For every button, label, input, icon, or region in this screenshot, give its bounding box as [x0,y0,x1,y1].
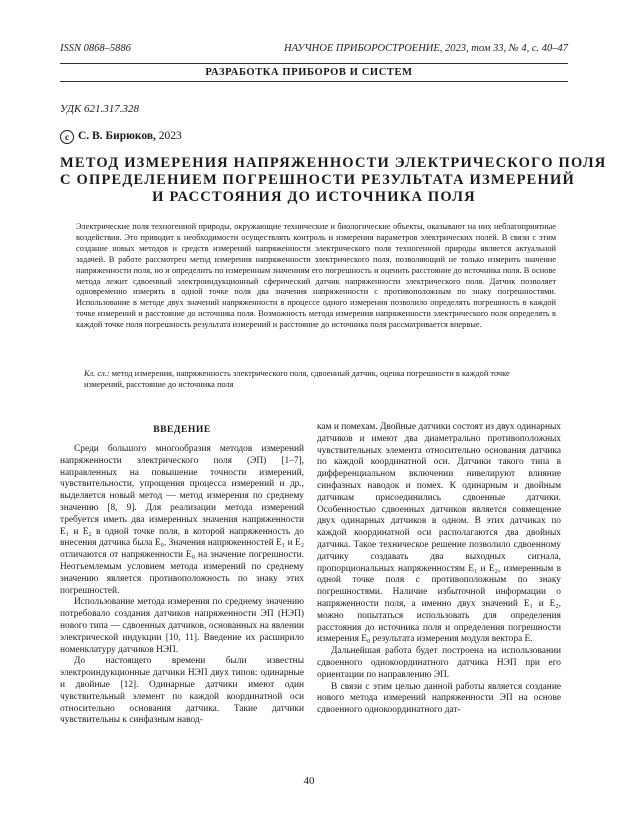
header-rule-top [60,63,568,64]
keywords-text: метод измерения, напряженность электрического поля, сдвоенный датчик, оценка погрешности в каждой точке измерений, расстояние до источника поля [84,369,510,389]
section-title: РАЗРАБОТКА ПРИБОРОВ И СИСТЕМ [205,67,413,78]
header-rule-bottom [60,81,568,82]
title-line: С ОПРЕДЕЛЕНИЕМ ПОГРЕШНОСТИ РЕЗУЛЬТАТА ИЗМЕРЕНИЙ [60,172,575,188]
page-number: 40 [303,775,315,787]
right-column [317,422,561,717]
keywords [84,368,544,390]
author-year: 2023 [158,130,182,142]
paragraph: Дальнейшая работа будет построена на использовании сдвоенного однокоординатного датчика НЭП при его ориентации по направлению ЭП. [317,646,561,680]
paragraph: Использование метода измерения по среднему значению потребовало создания датчиков напряженности ЭП (НЭП) нового типа — сдвоенных датчиков, основанных на явлении электрической индукции [10, 11]. Введение их расширило номенклатуру датчиков НЭП. [60,597,304,655]
issn: ISSN 0868–5886 [60,43,131,54]
author-name: С. В. Бирюков, [78,130,156,142]
udk-code: УДК 621.317.328 [60,103,140,115]
title-line: МЕТОД ИЗМЕРЕНИЯ НАПРЯЖЕННОСТИ ЭЛЕКТРИЧЕСКОГО ПОЛЯ [60,155,607,171]
paragraph: кам и помехам. Двойные датчики состоят из двух одинарных датчиков и имеют два диаметрально противоположных чувствительных элемента относительно основания датчика по каждой координатной оси. Датчики такого типа в дифференциальном включении нивелируют влияние синфазных наводок и помех. К одинарным и двойным датчикам присоединились сдвоенные датчики. Особенностью сдвоенных датчиков является совмещение двух одинарных датчиков в одном. В этих датчиках по каждой координатной оси располагаются два двойных датчика. Такое техническое решение позволило сдвоенному датчику создавать два выходных сигнала, пропорциональных напряженностям E₁ и E₂, измеренным в одной точке поля с противоположным по знаку погрешностями. Наличие избыточной информации о напряженности поля, а именно двух значений E₁ и E₂, можно попытаться использовать для определения расстояния до источника поля и определения погрешности измерения E₀ результата измерения модуля вектора E. [317,422,561,645]
paragraph: В связи с этим целью данной работы является создание нового метода измерений напряженности ЭП на основе сдвоенного однокоординатного дат- [317,681,561,716]
title-line: И РАССТОЯНИЯ ДО ИСТОЧНИКА ПОЛЯ [152,189,476,205]
paragraph: Среди большого многообразия методов измерений напряженности электрического поля (ЭП) [1–7], направленных на повышение точности измерений, чувствительности, упрощения процесса измерений и др., выделяется новый метод — метод измерения по среднему значению [8, 9]. Для реализации метода измерений требуется иметь два измеренных значения напряженности E₁ и E₂ в одной точке поля, в которой напряженность до внесения датчика была E₀. Значения напряженностей E₁ и E₂ отличаются от напряженности E₀ на значение погрешности. Неотъемлемым условием метода измерений по среднему значению является противоположность по знаку этих погрешностей. [60,444,304,596]
abstract: Электрические поля техногенной природы, окружающие технические и биологические объекты, оказывают на них неблагоприятные воздействия. Это приводит к необходимости осуществлять контроль и измерения параметров электрических полей. В связи с этим создание новых методов и средств измерений напряженности электрического поля техногенной природы является актуальной задачей. В работе рассмотрен метод измерения напряженности электрического поля, позволяющий не только измерить значение напряженности поля, но и определить по измеренным значениям его погрешность и оценить расстояние до источника поля. В основе метода лежит сдвоенный электроиндукционный сферический датчик напряженности электрического поля. Датчик позволяет одновременно измерять в одной точке поля два значения напряженности с противоположным по знаку погрешностями. Использование в методе двух значений напряженности в процессе одного измерения позволило определять погрешность в каждой точке измерений и расстояние до источника поля. Возможность метода измерения напряженности электрического поля определять в каждой точке поля погрешность результата измерений и расстояние до источника поля рассматривается впервые. [76,222,556,330]
paragraph: До настоящего времени были известны электроиндукционные датчики НЭП двух типов: одинарные и двойные [12]. Одинарные датчики имеют один чувствительный элемент по каждой координатной оси относительно основания датчика. Такие датчики чувствительны к синфазным навод- [60,656,304,726]
copyright-icon: c [60,130,74,144]
article-title [60,155,607,206]
author-line [60,130,182,144]
left-column [60,444,304,727]
journal-citation: НАУЧНОЕ ПРИБОРОСТРОЕНИЕ, 2023, том 33, № 4, с. 40–47 [284,43,568,54]
keywords-label: Кл. сл.: [84,369,110,378]
intro-heading: ВВЕДЕНИЕ [153,424,211,435]
